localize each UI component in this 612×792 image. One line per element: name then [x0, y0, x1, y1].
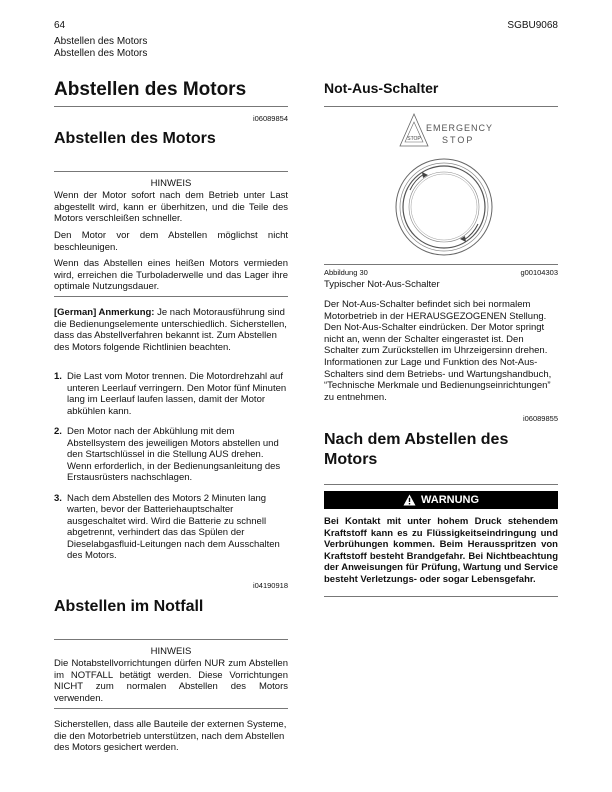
emergency-stop-switch-icon [384, 112, 504, 262]
svg-text:STOP: STOP [442, 135, 475, 145]
warning-triangle-icon [403, 494, 416, 506]
warning-text: Bei Kontakt mit unter hohem Druck stehendem Kraftstoff kann es zu Flüssigkeitseindringung und Verbrühungen kommen. Beim Herausspritzen von Kraftstoff besteht Brandgefahr. Bei Nichtbeachtung der Anweisungen für Prüfung, Wartung und Service besteht Verletzungs- oder sogar Lebensgefahr. [324, 516, 558, 585]
notice-title: HINWEIS [150, 178, 192, 189]
notice-top-rule [54, 171, 288, 172]
notice-paragraph: Wenn der Motor sofort nach dem Betrieb unter Last abgestellt wird, kann er überhitzen, und die Teile des Motors verschleißen schneller. [54, 190, 288, 224]
note-text: Je nach Motorausführung sind die Bedienungselemente unterschiedlich. Sicherstellen, dass das Abstellverfahren bekannt ist. Zum Abstellen des Motors folgende Richtlinien beachten. [54, 307, 287, 353]
step-text: Den Motor nach der Abkühlung mit dem Abstellsystem des jeweiligen Motors abstellen und den Startschlüssel in die Stellung AUS drehen. Wenn erforderlich, in der Bedienungsanleitung des Erstausrüsters nachschlagen. [67, 426, 281, 483]
warning-label: WARNUNG [420, 494, 480, 506]
figure-caption: Typischer Not-Aus-Schalter [324, 279, 440, 290]
section-id: i06089855 [522, 414, 558, 423]
svg-text:EMERGENCY: EMERGENCY [426, 123, 494, 133]
emergency-stop-figure [384, 112, 504, 262]
estop-title: Not-Aus-Schalter [324, 80, 439, 96]
breadcrumb-line-1: Abstellen des Motors [54, 36, 148, 47]
notice-top-rule [54, 639, 288, 640]
step-number: 3. [54, 492, 62, 504]
document-code: SGBU9068 [507, 20, 558, 31]
procedure-steps [54, 371, 288, 571]
list-item [54, 371, 288, 417]
step-number: 1. [54, 371, 62, 382]
page-number: 64 [54, 20, 66, 31]
section-id: i04190918 [252, 581, 288, 590]
estop-paragraph: Der Not-Aus-Schalter befindet sich bei normalem Motorbetrieb in der HERAUSGEZOGENEN Stellung. Den Not-Aus-Schalter eindrücken. Der Motor springt nicht an, wenn der Schalter eingerastet ist. Den Schalter zum Zurückstellen im Uhrzeigersinn drehen. [324, 299, 548, 356]
notice-paragraph: Den Motor vor dem Abstellen möglichst nicht beschleunigen. [54, 230, 288, 253]
main-title: Abstellen des Motors [54, 79, 247, 100]
notice-bottom-rule [54, 296, 288, 297]
list-item [54, 493, 288, 562]
step-text: Die Last vom Motor trennen. Die Motordrehzahl auf unteren Leerlauf verringern. Den Motor fünf Minuten lang im Leerlauf laufen lassen, damit der Motor abkühlen kann. [67, 371, 287, 417]
closing-paragraph: Sicherstellen, dass alle Bauteile der externen Systeme, die den Motorbetrieb unterstützen, nach dem Abstellen des Motors gesichert werden. [54, 719, 287, 753]
section-id: i06089854 [252, 114, 288, 123]
notice-paragraph: Wenn das Abstellen eines heißen Motors vermieden wird, erreichen die Turboladerwelle und das Lager ihre optimale Nutzungsdauer. [54, 258, 288, 292]
figure-code: g00104303 [520, 268, 558, 277]
section-title: Abstellen des Motors [54, 130, 216, 147]
list-item [54, 426, 288, 484]
note-paragraph [54, 307, 288, 353]
emergency-title: Abstellen im Notfall [54, 598, 204, 615]
step-text: Nach dem Abstellen des Motors 2 Minuten lang warten, bevor der Batteriehauptschalter ausgeschaltet wird. Wird die Batterie zu schnell abgetrennt, verhindert das das Spülen der Dieselabgasfluid-Leitungen nach dem Ausschalten des Motors. [67, 492, 280, 561]
figure-rule [324, 264, 558, 265]
note-label: [German] Anmerkung: [54, 307, 155, 318]
divider [324, 106, 558, 107]
notice-title: HINWEIS [150, 646, 192, 657]
svg-text:STOP: STOP [407, 136, 421, 142]
breadcrumb-line-2: Abstellen des Motors [54, 48, 148, 59]
warning-banner [324, 491, 558, 509]
divider [54, 106, 288, 107]
notice-paragraph: Die Notabstellvorrichtungen dürfen NUR zum Abstellen im NOTFALL betätigt werden. Diese Vorrichtungen NICHT zum normalen Abstellen des Motors verwenden. [54, 658, 288, 704]
warning-bottom-rule [324, 596, 558, 597]
step-number: 2. [54, 426, 62, 437]
notice-bottom-rule [54, 708, 288, 709]
figure-number: Abbildung 30 [324, 268, 368, 277]
estop-paragraph: Informationen zur Lage und Funktion des Not-Aus-Schalters sind dem Betriebs- und Wartungshandbuch, “Technische Merkmale und Bedienungseinrichtungen” zu entnehmen. [324, 357, 552, 403]
after-shutdown-title: Nach dem Abstellen des Motors [324, 431, 509, 468]
warning-top-rule [324, 484, 558, 485]
